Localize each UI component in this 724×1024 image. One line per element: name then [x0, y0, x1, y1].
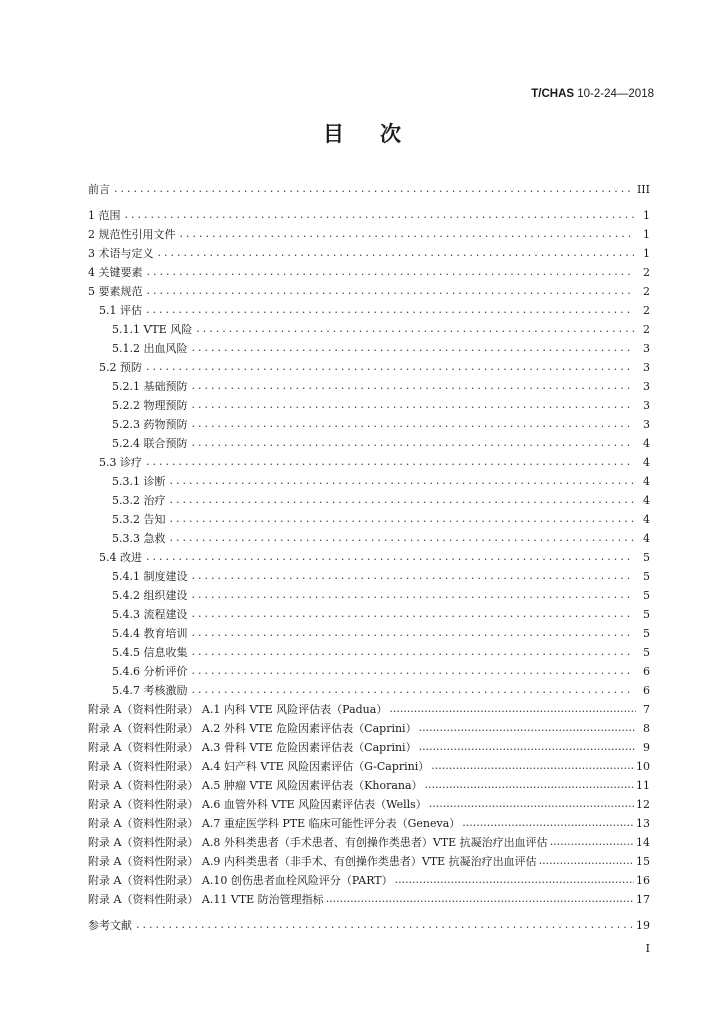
toc-entry-page-number: 6 — [643, 665, 650, 678]
toc-dot-leader — [114, 182, 633, 196]
toc-entry-page-number: 10 — [636, 760, 650, 773]
toc-dot-leader — [147, 265, 635, 279]
toc-entry-label: 附录 A（资料性附录） A.11 VTE 防治管理指标 — [88, 893, 324, 906]
toc-entry-page-number: 5 — [643, 570, 650, 583]
toc-dot-leader — [170, 474, 635, 488]
toc-entry-label: 5.2.2 物理预防 — [112, 399, 188, 412]
toc-entry[interactable] — [88, 717, 650, 736]
toc-dot-leader — [192, 569, 635, 583]
toc-entry[interactable] — [88, 261, 650, 280]
toc-entry-page-number: 5 — [643, 646, 650, 659]
toc-entry-label: 5.3.2 告知 — [112, 513, 166, 526]
toc-entry[interactable] — [88, 831, 650, 850]
toc-entry-page-number: 4 — [643, 532, 650, 545]
toc-entry-label: 5.4.4 教育培训 — [112, 627, 188, 640]
toc-dot-leader — [146, 455, 634, 469]
toc-entry[interactable] — [88, 812, 650, 831]
toc-entry-page-number: 3 — [643, 380, 650, 393]
toc-entry-page-number: 4 — [643, 437, 650, 450]
document-code — [531, 88, 654, 100]
toc-entry-page-number: 3 — [643, 342, 650, 355]
toc-dot-leader — [192, 626, 635, 640]
toc-dot-leader — [192, 417, 635, 431]
page-number: I — [645, 942, 650, 955]
toc-entry-label: 5.2.4 联合预防 — [112, 437, 188, 450]
toc-entry-label: 5.4.1 制度建设 — [112, 570, 188, 583]
toc-dot-leader — [539, 854, 634, 868]
toc-entry-label: 附录 A（资料性附录） A.2 外科 VTE 危险因素评估表（Caprini） — [88, 722, 417, 735]
toc-entry-label: 5.3.2 治疗 — [112, 494, 166, 507]
toc-entry-label: 参考文献 — [88, 919, 132, 932]
toc-entry[interactable] — [88, 413, 650, 432]
toc-entry-label: 附录 A（资料性附录） A.8 外科类患者（手术患者、有创操作类患者）VTE 抗凝治疗出血评估 — [88, 836, 548, 849]
toc-entry[interactable] — [88, 489, 650, 508]
toc-entry[interactable] — [88, 698, 650, 717]
toc-entry-page-number: 5 — [643, 627, 650, 640]
toc-entry[interactable] — [88, 451, 650, 470]
toc-entry[interactable] — [88, 394, 650, 413]
toc-entry-page-number: 2 — [643, 285, 650, 298]
toc-entry-page-number: 3 — [643, 361, 650, 374]
toc-entry-label: 4 关键要素 — [88, 266, 143, 279]
toc-entry-label: 附录 A（资料性附录） A.10 创伤患者血栓风险评分（PART） — [88, 874, 393, 887]
toc-entry-label: 5 要素规范 — [88, 285, 143, 298]
toc-entry-label: 5.4.3 流程建设 — [112, 608, 188, 621]
toc-entry-label: 5.3.3 急救 — [112, 532, 166, 545]
toc-entry-page-number: 16 — [636, 874, 650, 887]
toc-entry-label: 5.4.2 组织建设 — [112, 589, 188, 602]
toc-dot-leader — [462, 816, 634, 830]
toc-entry-label: 5.1.1 VTE 风险 — [112, 323, 193, 336]
toc-entry[interactable] — [88, 565, 650, 584]
toc-dot-leader — [146, 303, 634, 317]
toc-entry[interactable] — [88, 470, 650, 489]
toc-entry-page-number: 15 — [636, 855, 650, 868]
toc-entry-label: 5.4.7 考核激励 — [112, 684, 188, 697]
toc-entry-page-number: 11 — [636, 779, 650, 792]
toc-dot-leader — [147, 284, 635, 298]
toc-entry[interactable] — [88, 603, 650, 622]
toc-entry-page-number: 5 — [643, 608, 650, 621]
toc-dot-leader — [192, 664, 635, 678]
toc-entry-label: 5.1.2 出血风险 — [112, 342, 188, 355]
toc-entry-page-number: 2 — [643, 304, 650, 317]
toc-entry-page-number: 3 — [643, 418, 650, 431]
toc-entry-label: 5.2.3 药物预防 — [112, 418, 188, 431]
toc-entry-label: 附录 A（资料性附录） A.3 骨科 VTE 危险因素评估表（Caprini） — [88, 741, 417, 754]
toc-entry-label: 附录 A（资料性附录） A.6 血管外科 VTE 风险因素评估表（Wells） — [88, 798, 427, 811]
toc-entry-page-number: 1 — [643, 209, 650, 222]
toc-entry-label: 5.4.5 信息收集 — [112, 646, 188, 659]
toc-entry-page-number: 4 — [643, 475, 650, 488]
toc-entry-label: 2 规范性引用文件 — [88, 228, 176, 241]
toc-entry[interactable] — [88, 337, 650, 356]
toc-entry-page-number: 19 — [636, 919, 650, 932]
toc-entry[interactable] — [88, 318, 650, 337]
toc-dot-leader — [136, 918, 632, 932]
toc-entry[interactable] — [88, 660, 650, 679]
toc-dot-leader — [170, 531, 635, 545]
document-code-prefix: T/CHAS — [531, 88, 575, 100]
toc-entry-page-number: 14 — [636, 836, 650, 849]
toc-dot-leader — [146, 360, 634, 374]
toc-entry-page-number: 2 — [643, 266, 650, 279]
toc-entry-page-number: 2 — [643, 323, 650, 336]
toc-dot-leader — [326, 892, 634, 906]
toc-dot-leader — [180, 227, 635, 241]
toc-dot-leader — [170, 512, 635, 526]
toc-dot-leader — [170, 493, 635, 507]
toc-entry[interactable] — [88, 204, 650, 223]
toc-dot-leader — [395, 873, 634, 887]
toc-entry-page-number: 4 — [643, 513, 650, 526]
toc-entry-page-number: 4 — [643, 456, 650, 469]
toc-entry[interactable] — [88, 641, 650, 660]
toc-entry-label: 附录 A（资料性附录） A.9 内科类患者（非手术、有创操作类患者）VTE 抗凝治疗出血评估 — [88, 855, 537, 868]
toc-entry-label: 5.4 改进 — [99, 551, 142, 564]
toc-entry-page-number: 17 — [636, 893, 650, 906]
toc-entry[interactable] — [88, 584, 650, 603]
toc-entry-page-number: 4 — [643, 494, 650, 507]
toc-entry[interactable] — [88, 850, 650, 869]
toc-entry-label: 附录 A（资料性附录） A.1 内科 VTE 风险评估表（Padua） — [88, 703, 388, 716]
toc-entry-label: 1 范围 — [88, 209, 121, 222]
toc-entry-label: 5.2 预防 — [99, 361, 142, 374]
toc-entry[interactable] — [88, 755, 650, 774]
toc-entry[interactable] — [88, 736, 650, 755]
toc-dot-leader — [192, 341, 635, 355]
toc-entry-label: 5.3.1 诊断 — [112, 475, 166, 488]
toc-dot-leader — [419, 740, 636, 754]
toc-entry-label: 附录 A（资料性附录） A.4 妇产科 VTE 风险因素评估（G-Caprini） — [88, 760, 430, 773]
toc-dot-leader — [431, 759, 634, 773]
toc-dot-leader — [158, 246, 635, 260]
toc-entry-page-number: 5 — [643, 589, 650, 602]
toc-entry[interactable] — [88, 375, 650, 394]
toc-entry-page-number: 1 — [643, 247, 650, 260]
toc-entry-label: 5.2.1 基础预防 — [112, 380, 188, 393]
toc-entry-page-number: 12 — [636, 798, 650, 811]
toc-dot-leader — [192, 683, 635, 697]
toc-dot-leader — [192, 607, 635, 621]
toc-entry[interactable] — [88, 356, 650, 375]
toc-entry[interactable] — [88, 508, 650, 527]
toc-entry-label: 5.3 诊疗 — [99, 456, 142, 469]
toc-dot-leader — [389, 702, 636, 716]
toc-entry-page-number: 9 — [643, 741, 650, 754]
toc-dot-leader — [192, 379, 635, 393]
toc-entry[interactable] — [88, 280, 650, 299]
toc-entry[interactable] — [88, 223, 650, 242]
toc-entry[interactable] — [88, 527, 650, 546]
toc-dot-leader — [419, 721, 636, 735]
toc-entry-page-number: 13 — [636, 817, 650, 830]
toc-entry[interactable] — [88, 869, 650, 888]
toc-dot-leader — [192, 436, 635, 450]
toc-entry-page-number: 1 — [643, 228, 650, 241]
toc-entry[interactable] — [88, 793, 650, 812]
toc-dot-leader — [192, 645, 635, 659]
toc-entry-label: 5.1 评估 — [99, 304, 142, 317]
toc-entry-label: 前言 — [88, 183, 110, 196]
toc-entry-label: 附录 A（资料性附录） A.7 重症医学科 PTE 临床可能性评分表（Geneva） — [88, 817, 461, 830]
toc-dot-leader — [196, 322, 634, 336]
toc-entry[interactable] — [88, 432, 650, 451]
toc-entry-page-number: III — [636, 183, 650, 196]
toc-entry-page-number: 5 — [643, 551, 650, 564]
toc-entry[interactable] — [88, 888, 650, 907]
toc-entry[interactable] — [88, 178, 650, 197]
toc-entry-label: 附录 A（资料性附录） A.5 肿瘤 VTE 风险因素评估表（Khorana） — [88, 779, 423, 792]
toc-entry[interactable] — [88, 546, 650, 565]
document-code-number: 10-2-24—2018 — [577, 88, 654, 100]
page-title: 目次 — [323, 121, 437, 146]
toc-entry[interactable] — [88, 679, 650, 698]
toc-entry-page-number: 6 — [643, 684, 650, 697]
toc-entry[interactable] — [88, 242, 650, 261]
toc-entry[interactable] — [88, 774, 650, 793]
toc-dot-leader — [192, 588, 635, 602]
toc-entry[interactable] — [88, 914, 650, 933]
toc-dot-leader — [146, 550, 634, 564]
toc-entry[interactable] — [88, 622, 650, 641]
toc-dot-leader — [425, 778, 634, 792]
toc-entry-label: 3 术语与定义 — [88, 247, 154, 260]
toc-entry-page-number: 3 — [643, 399, 650, 412]
table-of-contents — [88, 178, 650, 933]
toc-dot-leader — [192, 398, 635, 412]
toc-dot-leader — [429, 797, 634, 811]
toc-entry-page-number: 8 — [643, 722, 650, 735]
toc-entry[interactable] — [88, 299, 650, 318]
toc-entry-label: 5.4.6 分析评价 — [112, 665, 188, 678]
toc-dot-leader — [550, 835, 634, 849]
toc-dot-leader — [125, 208, 635, 222]
toc-entry-page-number: 7 — [643, 703, 650, 716]
